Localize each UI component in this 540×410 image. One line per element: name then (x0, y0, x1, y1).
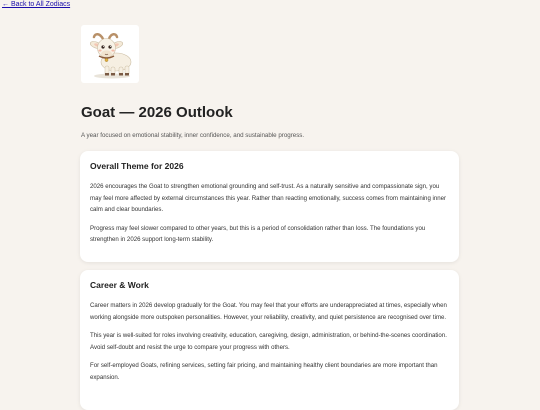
section-paragraph: Career matters in 2026 develop gradually for the Goat. You may feel that your efforts are underappreciated at times, especially when working alongside more outspoken personalities. However, your reliability, creativity, and quiet persistence are recognised over time. (90, 302, 447, 321)
page-subtitle: A year focused on emotional stability, inner confidence, and sustainable progress. (81, 132, 305, 139)
section-paragraph: For self-employed Goats, refining services, setting fair pricing, and maintaining healthy client boundaries are more important than expansion. (90, 362, 438, 381)
section-heading: Career & Work (90, 280, 149, 290)
section-paragraph: This year is well-suited for roles involving creativity, education, caregiving, design, administration, or behind-the-scenes coordination. Avoid self-doubt and resist the urge to compare your progress with others. (90, 332, 447, 351)
section-paragraph: 2026 encourages the Goat to strengthen emotional grounding and self-trust. As a naturally sensitive and compassionate sign, you may feel more affected by external circumstances this year. Rather than reacting emotionally, success comes from maintaining inner calm and clear boundaries. (90, 183, 447, 213)
overall-theme-card (80, 151, 459, 262)
goat-illustration-icon (81, 25, 139, 83)
page-title: Goat — 2026 Outlook (81, 104, 233, 121)
section-heading: Overall Theme for 2026 (90, 161, 184, 171)
back-to-all-zodiacs-link[interactable]: ← Back to All Zodiacs (2, 1, 71, 8)
section-paragraph: Progress may feel slower compared to other years, but this is a period of consolidation rather than loss. The foundations you strengthen in 2026 support long-term stability. (90, 224, 426, 243)
career-work-card (80, 270, 459, 410)
